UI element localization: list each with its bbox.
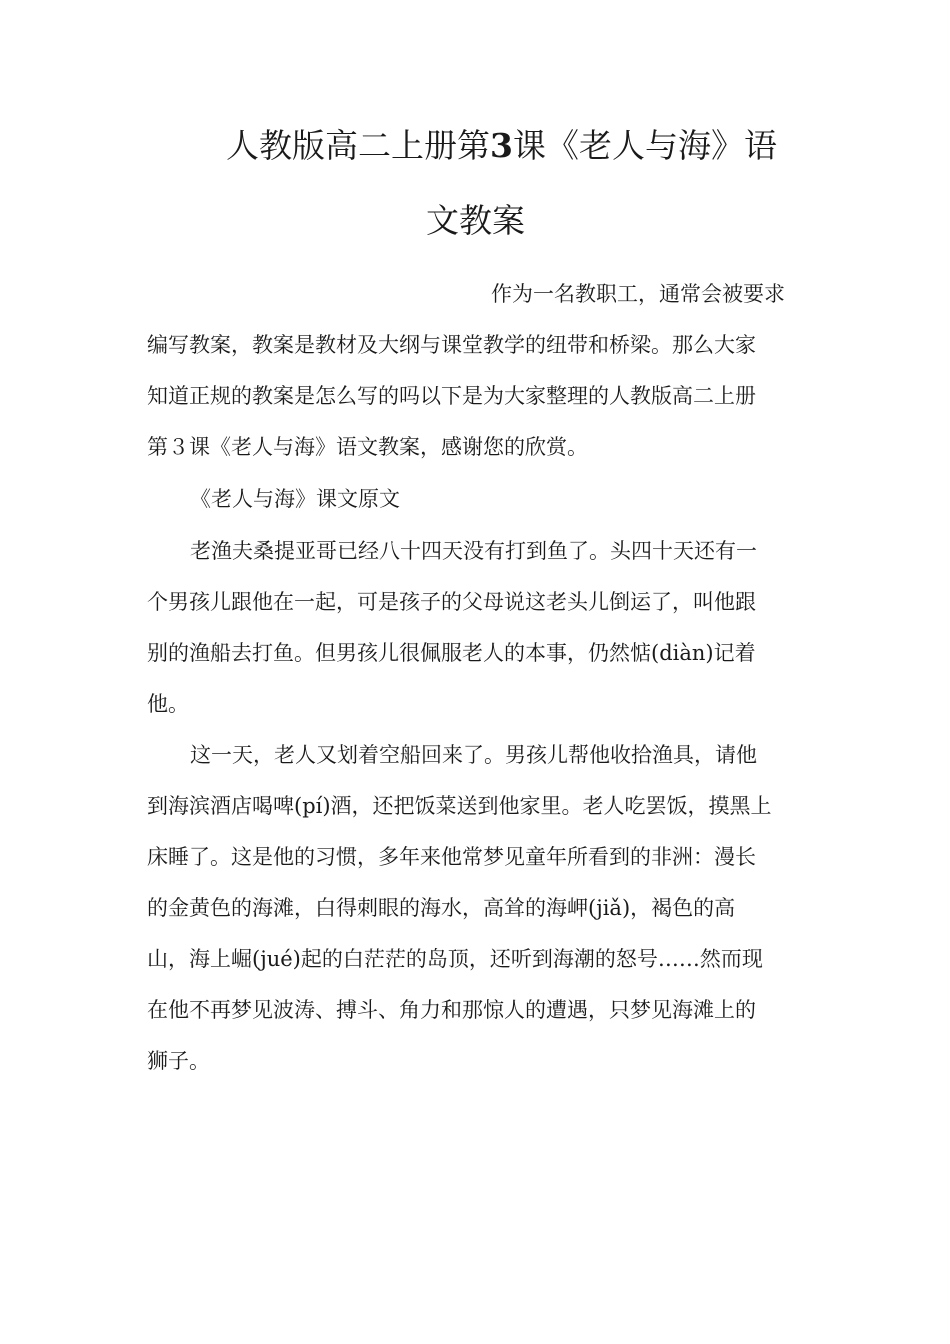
document-title-line-1 [226,126,777,166]
paragraph-2-line-3: 床睡了。这是他的习惯，多年来他常梦见童年所看到的非洲：漫长 [147,845,756,869]
title-text-part-1: 人教版高二上册第 [226,126,490,165]
paragraph-2-line-1: 这一天，老人又划着空船回来了。男孩儿帮他收拾渔具，请他 [190,743,757,767]
paragraph-2-line-2: 到海滨酒店喝啤(pí)酒，还把饭菜送到他家里。老人吃罢饭，摸黑上 [147,794,772,818]
section-heading: 《老人与海》课文原文 [190,487,400,511]
paragraph-2-line-5: 山，海上崛(jué)起的白茫茫的岛顶，还听到海潮的怒号……然而现 [147,947,763,971]
intro-line-1: 作为一名教职工，通常会被要求 [491,282,785,306]
paragraph-1-line-4: 他。 [147,692,189,716]
paragraph-1-line-3: 别的渔船去打鱼。但男孩儿很佩服老人的本事，仍然惦(diàn)记着 [147,641,756,665]
lesson-number: 3 [490,126,513,165]
intro-line-4: 第３课《老人与海》语文教案，感谢您的欣赏。 [147,435,588,459]
paragraph-2-line-4: 的金黄色的海滩，白得刺眼的海水，高耸的海岬(jiǎ)，褐色的高 [147,896,736,920]
title-text-part-2: 课《老人与海》语 [512,126,777,165]
paragraph-1-line-2: 个男孩儿跟他在一起，可是孩子的父母说这老头儿倒运了，叫他跟 [147,590,756,614]
intro-line-2: 编写教案，教案是教材及大纲与课堂教学的纽带和桥梁。那么大家 [147,333,756,357]
document-title-line-2: 文教案 [426,201,525,240]
intro-line-3: 知道正规的教案是怎么写的吗以下是为大家整理的人教版高二上册 [147,384,756,408]
paragraph-1-line-1: 老渔夫桑提亚哥已经八十四天没有打到鱼了。头四十天还有一 [190,539,757,563]
paragraph-2-line-7: 狮子。 [147,1049,210,1073]
paragraph-2-line-6: 在他不再梦见波涛、搏斗、角力和那惊人的遭遇，只梦见海滩上的 [147,998,756,1022]
